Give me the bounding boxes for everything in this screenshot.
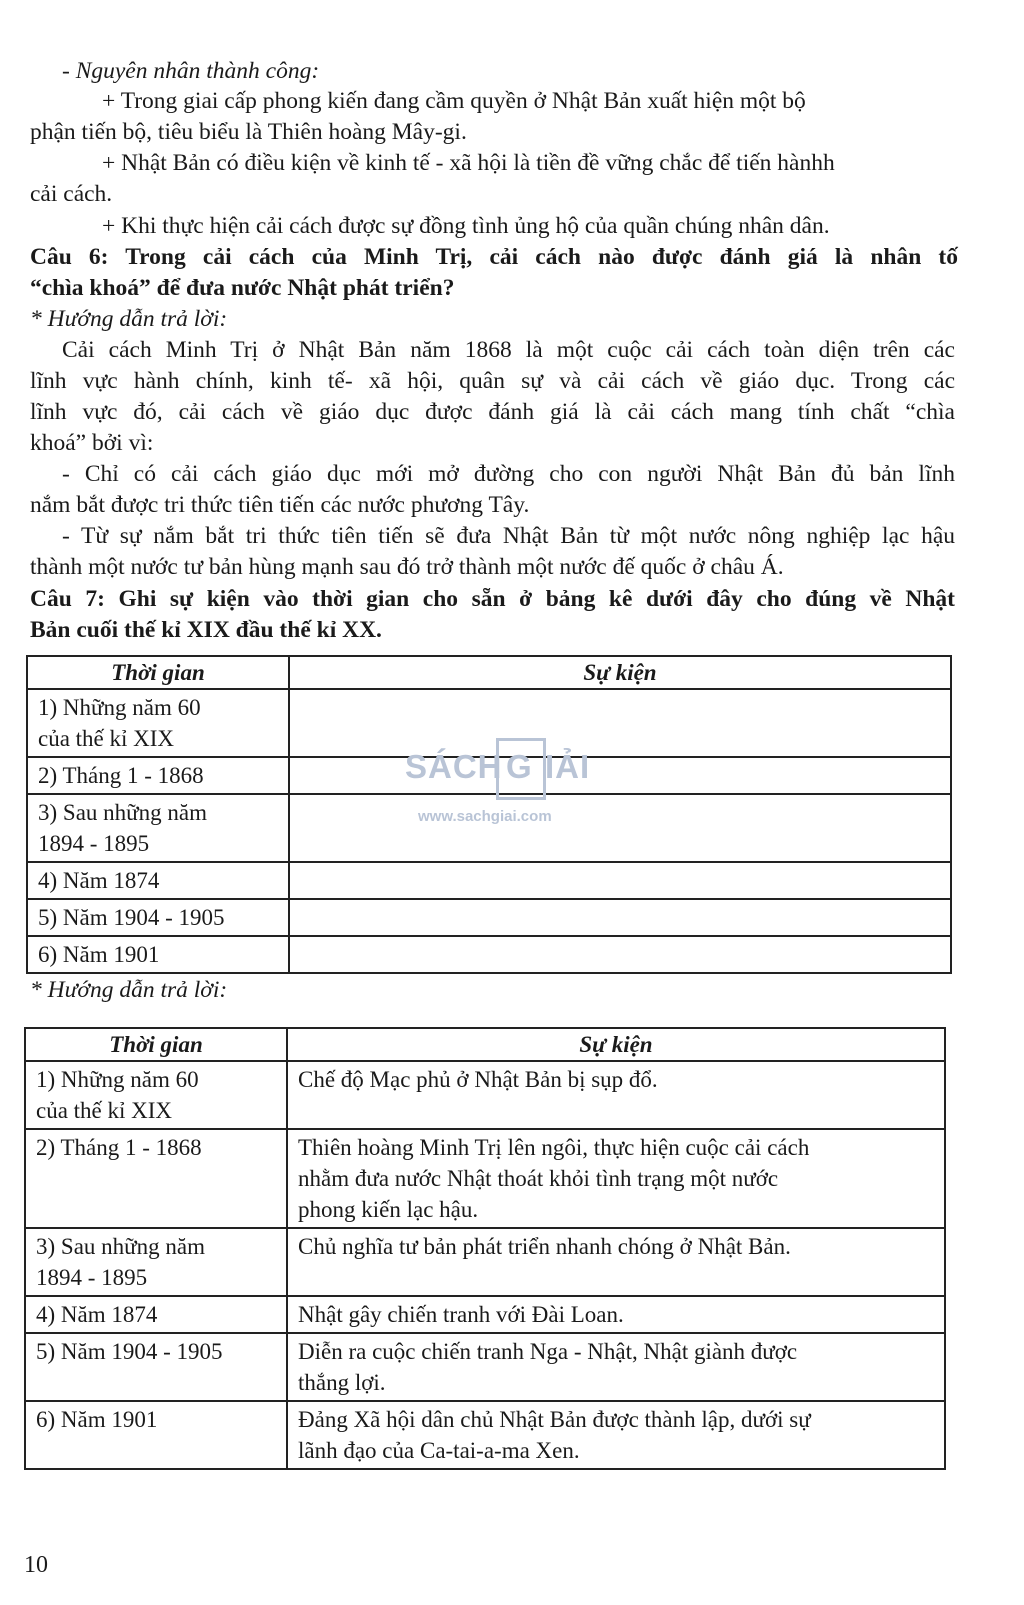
header-time: Thời gian [27, 656, 289, 689]
paragraph-line: cải cách. [30, 181, 113, 207]
header-time: Thời gian [25, 1028, 287, 1061]
table-row [25, 1228, 945, 1296]
time-cell: 6) Năm 1901 [25, 1401, 287, 1469]
answer-guide-label: * Hướng dẫn trả lời: [30, 306, 228, 332]
table-row [27, 862, 951, 899]
table-row [25, 1061, 945, 1129]
paragraph-line: lĩnh vực hành chính, kinh tế- xã hội, quân sự và cải cách về giáo dục. Trong các [30, 368, 955, 394]
event-cell: Nhật gây chiến tranh với Đài Loan. [287, 1296, 945, 1333]
time-cell: 2) Tháng 1 - 1868 [27, 757, 289, 794]
paragraph-line: + Khi thực hiện cải cách được sự đồng tình ủng hộ của quần chúng nhân dân. [102, 213, 830, 239]
paragraph-line: thành một nước tư bản hùng mạnh sau đó trở thành một nước đế quốc ở châu Á. [30, 554, 784, 580]
event-cell: Diễn ra cuộc chiến tranh Nga - Nhật, Nhật giành được thắng lợi. [287, 1333, 945, 1401]
table-header-row [25, 1028, 945, 1061]
paragraph-line: khoá” bởi vì: [30, 430, 154, 456]
question-line: “chìa khoá” để đưa nước Nhật phát triển? [30, 275, 455, 301]
time-cell: 4) Năm 1874 [25, 1296, 287, 1333]
table-row [27, 899, 951, 936]
paragraph-line: + Nhật Bản có điều kiện về kinh tế - xã hội là tiền đề vững chắc để tiến hànhh [102, 150, 835, 176]
sachgiai-watermark [405, 738, 635, 828]
question-line: Bản cuối thế kỉ XIX đầu thế kỉ XX. [30, 617, 382, 643]
paragraph-line: phận tiến bộ, tiêu biểu là Thiên hoàng Mây-gi. [30, 119, 467, 145]
event-cell: Thiên hoàng Minh Trị lên ngôi, thực hiện cuộc cải cách nhằm đưa nước Nhật thoát khỏi tình trạng một nước phong kiến lạc hậu. [287, 1129, 945, 1228]
event-cell [289, 936, 951, 973]
time-cell: 5) Năm 1904 - 1905 [27, 899, 289, 936]
question-7 [30, 584, 955, 646]
event-cell [289, 899, 951, 936]
event-cell: Chế độ Mạc phủ ở Nhật Bản bị sụp đổ. [287, 1061, 945, 1129]
time-cell: 6) Năm 1901 [27, 936, 289, 973]
question-6 [30, 242, 958, 304]
time-cell: 5) Năm 1904 - 1905 [25, 1333, 287, 1401]
watermark-text-mid: G [506, 748, 533, 785]
event-cell: Đảng Xã hội dân chủ Nhật Bản được thành lập, dưới sự lãnh đạo của Ca-tai-a-ma Xen. [287, 1401, 945, 1469]
paragraph-line: - Từ sự nắm bắt tri thức tiên tiến sẽ đưa Nhật Bản từ một nước nông nghiệp lạc hậu [62, 523, 955, 549]
time-cell: 3) Sau những năm 1894 - 1895 [25, 1228, 287, 1296]
paragraph-line: - Chỉ có cải cách giáo dục mới mở đường cho con người Nhật Bản đủ bản lĩnh [62, 461, 955, 487]
table-row [25, 1401, 945, 1469]
time-cell: 2) Tháng 1 - 1868 [25, 1129, 287, 1228]
watermark-text-left: SÁCH [405, 748, 503, 785]
table-row [25, 1129, 945, 1228]
answer-guide-label: * Hướng dẫn trả lời: [30, 977, 228, 1003]
table-row [27, 936, 951, 973]
header-event: Sự kiện [287, 1028, 945, 1061]
page-number: 10 [24, 1552, 48, 1578]
answer-events-table [24, 1027, 946, 1470]
answer-paragraph [30, 335, 955, 583]
paragraph-line: Cải cách Minh Trị ở Nhật Bản năm 1868 là một cuộc cải cách toàn diện trên các [62, 337, 955, 363]
watermark-url: www.sachgiai.com [418, 808, 552, 825]
time-cell: 1) Những năm 60 của thế kỉ XIX [27, 689, 289, 757]
table-row [25, 1296, 945, 1333]
question-line: Câu 7: Ghi sự kiện vào thời gian cho sẵn ở bảng kê dưới đây cho đúng về Nhật [30, 586, 955, 612]
event-cell [289, 862, 951, 899]
event-cell: Chủ nghĩa tư bản phát triển nhanh chóng ở Nhật Bản. [287, 1228, 945, 1296]
question-line: Câu 6: Trong cải cách của Minh Trị, cải cách nào được đánh giá là nhân tố [30, 244, 958, 270]
table-header-row [27, 656, 951, 689]
header-event: Sự kiện [289, 656, 951, 689]
section-heading: - Nguyên nhân thành công: [62, 58, 320, 84]
paragraph-line: lĩnh vực đó, cải cách về giáo dục được đánh giá là cải cách mang tính chất “chìa [30, 399, 955, 425]
paragraph-line: + Trong giai cấp phong kiến đang cầm quyền ở Nhật Bản xuất hiện một bộ [102, 88, 806, 114]
time-cell: 3) Sau những năm 1894 - 1895 [27, 794, 289, 862]
paragraph-line: nắm bắt được tri thức tiên tiến các nước phương Tây. [30, 492, 530, 518]
time-cell: 4) Năm 1874 [27, 862, 289, 899]
table-row [25, 1333, 945, 1401]
watermark-text-right: IẢI [545, 748, 591, 785]
time-cell: 1) Những năm 60 của thế kỉ XIX [25, 1061, 287, 1129]
